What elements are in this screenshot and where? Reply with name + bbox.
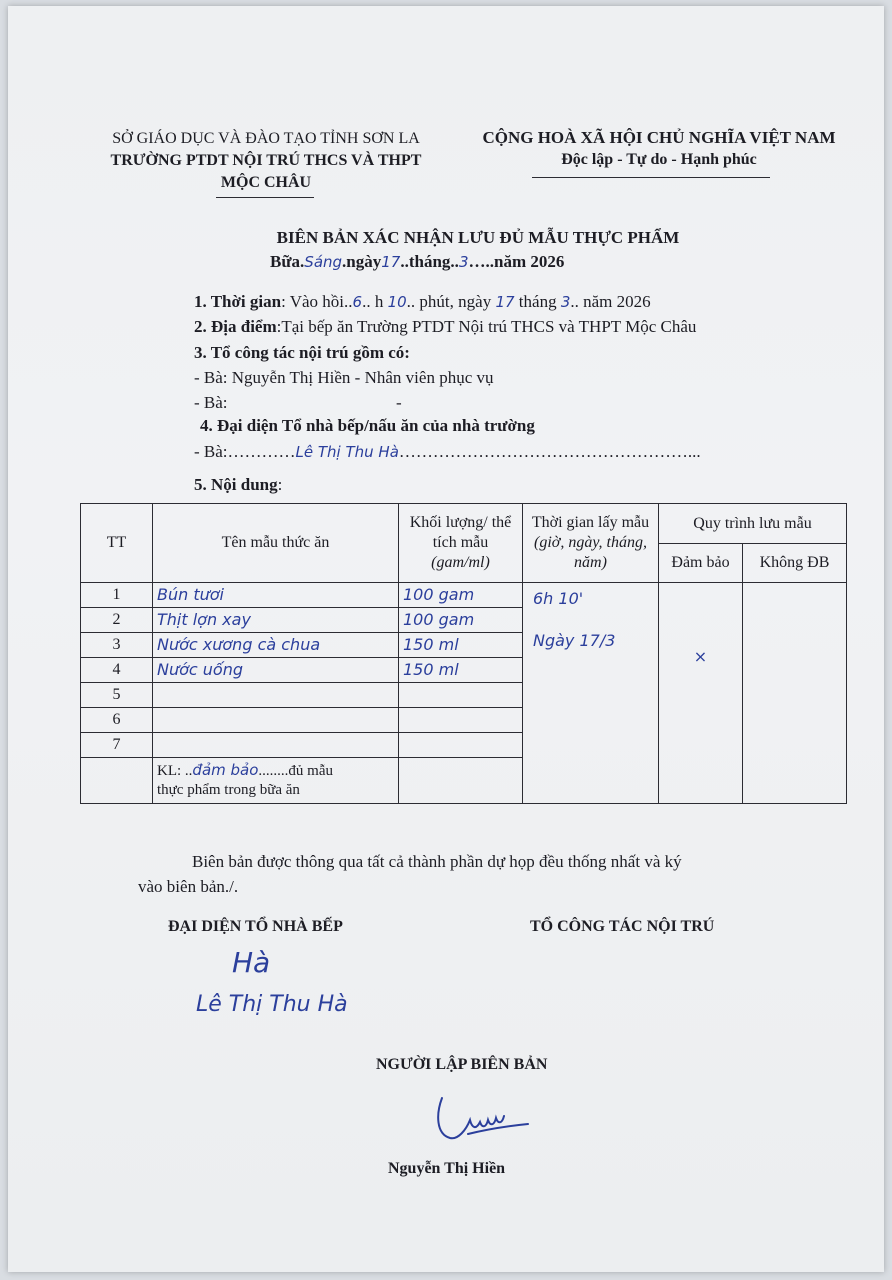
preparer-signature-icon [432,1090,532,1146]
col-header-tt: TT [81,504,153,583]
col-header-not-ensured: Không ĐB [743,544,847,583]
kitchen-signer-name: Lê Thị Thu Hà [196,992,348,1017]
col-header-quantity: Khối lượng/ thể tích mẫu (gam/ml) [399,504,523,583]
table-row: 5 [81,683,847,708]
boarding-member-1: - Bà: Nguyễn Thị Hiền - Nhân viên phục vụ [194,368,494,387]
closing-line2: vào biên bản./. [138,877,239,896]
sampling-time-cell: 6h 10' Ngày 17/3 [523,583,659,804]
boarding-member-2-dash: - [396,393,402,412]
header-right-underline [532,177,770,178]
table-row: 1 Bún tươi 100 gam 6h 10' Ngày 17/3 × [81,583,847,608]
section-time: 1. Thời gian: Vào hồi..6.. h 10.. phút, ngày 17 tháng 3.. năm 2026 [194,292,651,311]
kitchen-signature: Hà [232,946,271,979]
school-name-line1: TRƯỜNG PTDT NỘI TRÚ THCS VÀ THPT [110,152,422,169]
closing-line1: Biên bản được thông qua tất cả thành phần dự họp đều thống nhất và ký [192,852,682,871]
preparer-name: Nguyễn Thị Hiền [388,1160,506,1177]
table-row: 6 [81,708,847,733]
kitchen-rep-line: - Bà:…………Lê Thị Thu Hà……………………………………………... [194,442,701,461]
school-name-line2: MỘC CHÂU [220,174,312,191]
document-page [8,6,884,1272]
col-header-sampling-time: Thời gian lấy mẫu (giờ, ngày, tháng, năm) [523,504,659,583]
table-row: 7 [81,733,847,758]
food-sample-table [80,503,847,804]
department-name: SỞ GIÁO DỤC VÀ ĐÀO TẠO TỈNH SƠN LA [112,130,420,147]
section-boarding-team: 3. Tổ công tác nội trú gồm có: [194,343,410,362]
republic-name: CỘNG HOÀ XÃ HỘI CHỦ NGHĨA VIỆT NAM [482,128,836,147]
boarding-team-heading: TỔ CÔNG TÁC NỘI TRÚ [530,918,715,935]
col-header-sample-name: Tên mẫu thức ăn [153,504,399,583]
table-row: 4 Nước uống 150 ml [81,658,847,683]
conclusion-cell: KL: ..đảm bảo........đủ mẫu thực phẩm trong bữa ăn [153,758,399,804]
meal-date-line: Bữa.Sáng.ngày17..tháng..3…..năm 2026 [270,252,565,271]
section-content: 5. Nội dung: [194,475,283,494]
preparer-heading: NGƯỜI LẬP BIÊN BẢN [376,1056,548,1073]
col-header-ensured: Đảm bảo [659,544,743,583]
col-header-storage-process: Quy trình lưu mẫu [659,504,847,544]
section-location: 2. Địa điểm:Tại bếp ăn Trường PTDT Nội trú THCS và THPT Mộc Châu [194,317,697,336]
document-title: BIÊN BẢN XÁC NHẬN LƯU ĐỦ MẪU THỰC PHẨM [276,228,680,247]
table-row: 3 Nước xương cà chua 150 ml [81,633,847,658]
section-kitchen-rep: 4. Đại diện Tổ nhà bếp/nấu ăn của nhà trường [200,416,535,435]
not-ensured-cell [743,583,847,804]
boarding-member-2: - Bà: [194,393,228,412]
kitchen-rep-heading: ĐẠI DIỆN TỔ NHÀ BẾP [168,918,343,935]
table-row: 2 Thịt lợn xay 100 gam [81,608,847,633]
ensured-mark-cell: × [659,583,743,804]
national-motto: Độc lập - Tự do - Hạnh phúc [561,151,757,168]
header-left-underline [216,197,314,198]
